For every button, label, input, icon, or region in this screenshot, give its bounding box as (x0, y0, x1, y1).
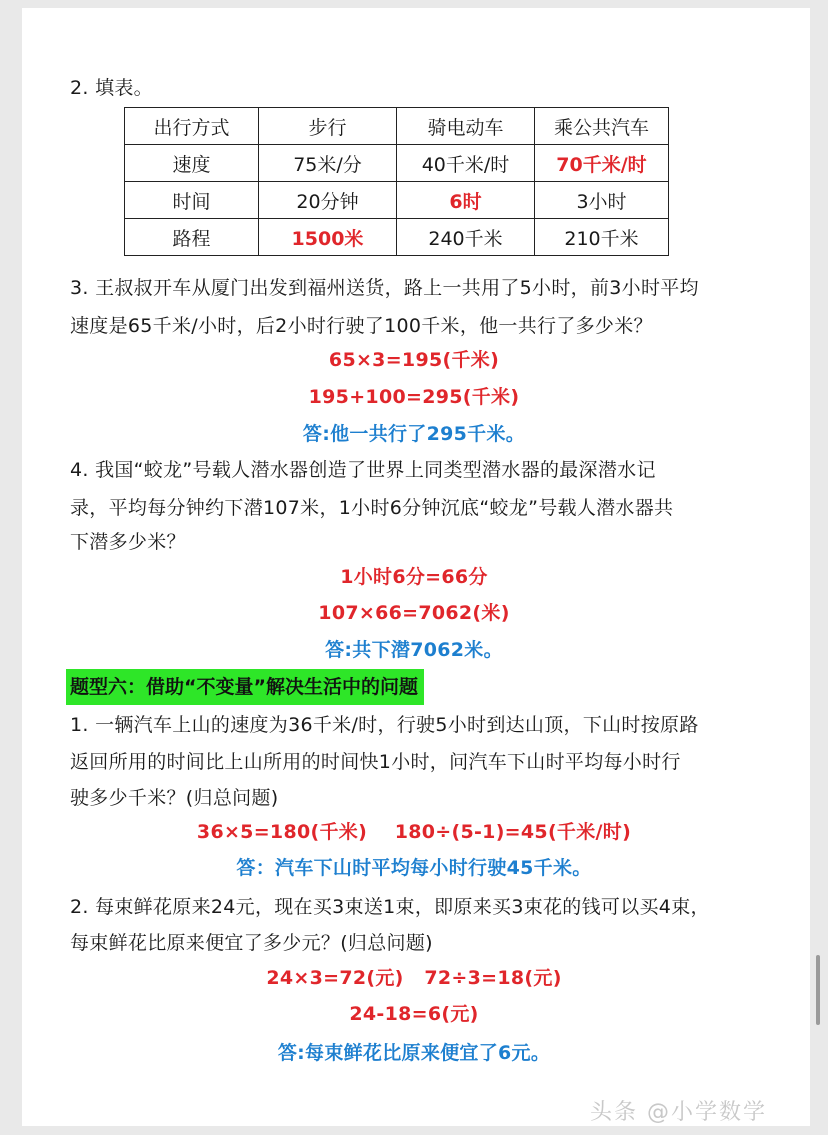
s1-text-line: 1. 一辆汽车上山的速度为36千米/时，行驶5小时到达山顶，下山时按原路 (70, 714, 699, 736)
s2-answer: 答:每束鲜花比原来便宜了6元。 (277, 1042, 551, 1064)
table-row (125, 219, 669, 256)
s1-answer: 答：汽车下山时平均每小时行驶45千米。 (236, 857, 592, 879)
travel-table (124, 107, 669, 256)
s2-text-line: 2. 每束鲜花原来24元，现在买3束送1束，即原来买3束花的钱可以买4束， (70, 896, 710, 918)
table-answer-cell: 1500米 (259, 219, 397, 256)
s2-text-line: 每束鲜花比原来便宜了多少元？(归总问题) (70, 932, 433, 954)
table-cell: 75米/分 (259, 145, 397, 182)
scrollbar[interactable] (816, 955, 820, 1025)
s1-calc-line: 36×5=180(千米) 180÷(5-1)=45(千米/时) (196, 821, 632, 843)
s1-text-line: 驶多少千米？(归总问题) (70, 787, 279, 809)
table-header-cell: 出行方式 (125, 108, 259, 145)
table-row (125, 108, 669, 145)
table-cell: 240千米 (397, 219, 535, 256)
table-row (125, 182, 669, 219)
table-cell: 路程 (125, 219, 259, 256)
q3-calc-line: 65×3=195(千米) (328, 349, 500, 371)
q3-text-line: 3. 王叔叔开车从厦门出发到福州送货，路上一共用了5小时，前3小时平均 (70, 277, 699, 299)
table-answer-cell: 6时 (397, 182, 535, 219)
section-heading: 题型六：借助“不变量”解决生活中的问题 (66, 669, 424, 705)
s2-calc-line: 24-18=6(元) (349, 1003, 479, 1025)
table-answer-cell: 70千米/时 (535, 145, 669, 182)
table-cell: 速度 (125, 145, 259, 182)
q3-answer: 答:他一共行了295千米。 (302, 423, 526, 445)
q4-answer: 答:共下潜7062米。 (325, 639, 503, 661)
watermark: 头条 @小学数学 (590, 1100, 767, 1125)
q3-text-line: 速度是65千米/小时，后2小时行驶了100千米，他一共行了多少米？ (70, 315, 653, 337)
table-cell: 40千米/时 (397, 145, 535, 182)
table-cell: 时间 (125, 182, 259, 219)
q4-text-line: 录，平均每分钟约下潜107米，1小时6分钟沉底“蛟龙”号载人潜水器共 (70, 497, 674, 519)
table-header-cell: 步行 (259, 108, 397, 145)
q4-text-line: 4. 我国“蛟龙”号载人潜水器创造了世界上同类型潜水器的最深潜水记 (70, 459, 656, 481)
table-header-cell: 乘公共汽车 (535, 108, 669, 145)
q3-calc-line: 195+100=295(千米) (308, 386, 520, 408)
q4-calc-line: 107×66=7062(米) (318, 602, 510, 624)
q2-title: 2. 填表。 (70, 77, 153, 99)
s1-text-line: 返回所用的时间比上山所用的时间快1小时，问汽车下山时平均每小时行 (70, 751, 681, 773)
table-cell: 210千米 (535, 219, 669, 256)
table-cell: 20分钟 (259, 182, 397, 219)
table-header-cell: 骑电动车 (397, 108, 535, 145)
table-cell: 3小时 (535, 182, 669, 219)
q4-calc-line: 1小时6分=66分 (340, 566, 488, 588)
q4-text-line: 下潜多少米？ (70, 531, 186, 553)
s2-calc-line: 24×3=72(元) 72÷3=18(元) (266, 967, 562, 989)
table-row (125, 145, 669, 182)
